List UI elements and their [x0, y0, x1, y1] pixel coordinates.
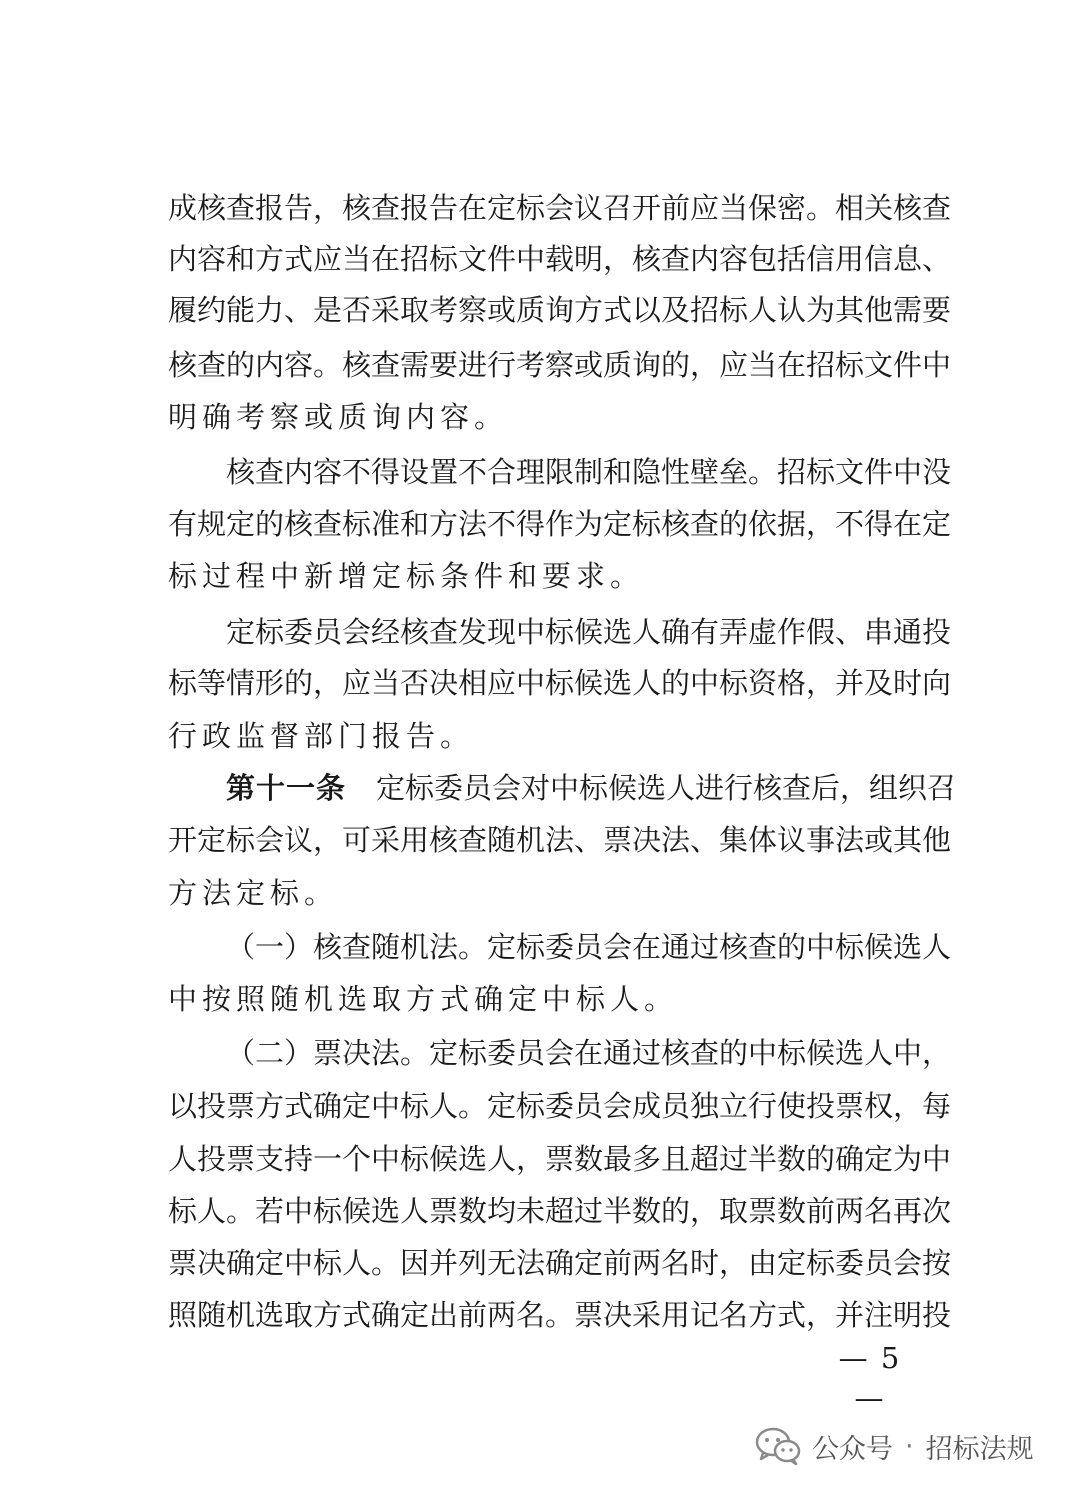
text-line: （二）票决法。定标委员会在通过核查的中标候选人中， — [226, 1036, 952, 1070]
text-line: 标过程中新增定标条件和要求。 — [168, 559, 645, 593]
text-line: 内容和方式应当在招标文件中载明，核查内容包括信用信息、 — [168, 242, 952, 276]
text-line: 中按照随机选取方式确定中标人。 — [168, 982, 679, 1016]
text-line: 方法定标。 — [168, 876, 339, 910]
text-line: 照随机选取方式确定出前两名。票决采用记名方式，并注明投 — [168, 1298, 952, 1332]
watermark-separator: · — [905, 1430, 914, 1462]
text-line: 票决确定中标人。因并列无法确定前两名时，由定标委员会按 — [168, 1246, 952, 1280]
text-line: 有规定的核查标准和方法不得作为定标核查的依据，不得在定 — [168, 507, 952, 541]
watermark-account-type: 公众号 — [812, 1433, 893, 1465]
page-number: — 5 — — [838, 1341, 902, 1415]
text-line: 成核查报告，核查报告在定标会议召开前应当保密。相关核查 — [168, 191, 952, 225]
text-line: 标人。若中标候选人票数均未超过半数的，取票数前两名再次 — [168, 1194, 952, 1228]
text-line: 以投票方式确定中标人。定标委员会成员独立行使投票权，每 — [168, 1089, 952, 1123]
text-line: （一）核查随机法。定标委员会在通过核查的中标候选人 — [226, 930, 952, 964]
watermark-account-name: 招标法规 — [925, 1433, 1034, 1465]
text-line: 人投票支持一个中标候选人，票数最多且超过半数的确定为中 — [168, 1142, 952, 1176]
text-line: 明确考察或质询内容。 — [168, 400, 509, 434]
article-heading: 第十一条 — [226, 771, 347, 805]
text-line: 履约能力、是否采取考察或质询方式以及招标人认为其他需要 — [168, 293, 952, 327]
text-line: 核查的内容。核查需要进行考察或质询的，应当在招标文件中 — [168, 348, 952, 382]
text-line: 标等情形的，应当否决相应中标候选人的中标资格，并及时向 — [168, 666, 952, 700]
text-line: 核查内容不得设置不合理限制和隐性壁垒。招标文件中没 — [226, 455, 952, 489]
text-line: 定标委员会经核查发现中标候选人确有弄虚作假、串通投 — [226, 615, 952, 649]
text-line: 行政监督部门报告。 — [168, 719, 475, 753]
article-11-first-line — [226, 768, 957, 808]
text-line: 定标委员会对中标候选人进行核查后，组织召 — [376, 771, 957, 805]
wechat-icon — [754, 1426, 802, 1466]
text-line: 开定标会议，可采用核查随机法、票决法、集体议事法或其他 — [168, 823, 952, 857]
wechat-watermark — [754, 1418, 1034, 1474]
